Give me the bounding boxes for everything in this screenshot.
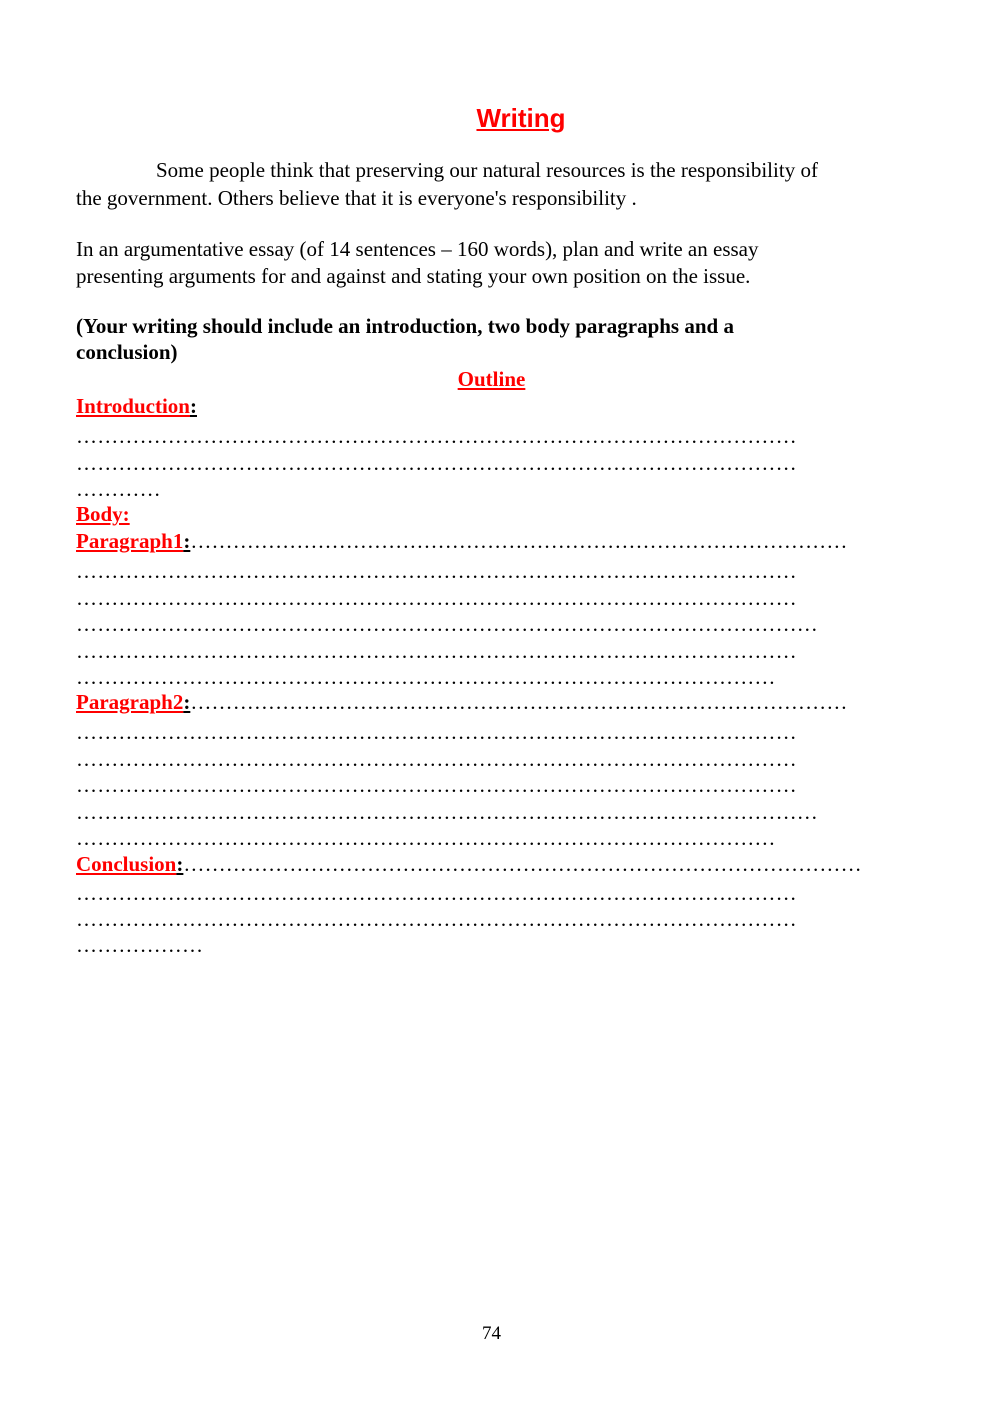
outline-heading: Outline bbox=[457, 367, 526, 391]
conclusion-colon: : bbox=[176, 852, 184, 876]
paragraph2-colon: : bbox=[183, 690, 191, 714]
paragraph1-row bbox=[76, 528, 848, 554]
paragraph2-line-5[interactable]: …………………………………………………………………………………………… bbox=[76, 800, 818, 824]
introduction-line-3[interactable]: ………… bbox=[76, 477, 161, 501]
paragraph2-line-4[interactable]: ………………………………………………………………………………………… bbox=[76, 773, 797, 797]
paragraph1-line-6[interactable]: ……………………………………………………………………………………… bbox=[76, 665, 776, 689]
paragraph1-line-3[interactable]: ………………………………………………………………………………………… bbox=[76, 586, 797, 610]
paragraph1-line-4[interactable]: …………………………………………………………………………………………… bbox=[76, 612, 818, 636]
conclusion-label: Conclusion bbox=[76, 852, 177, 876]
introduction-line-1[interactable]: ………………………………………………………………………………………… bbox=[76, 424, 797, 448]
paragraph2-line-3[interactable]: ………………………………………………………………………………………… bbox=[76, 747, 797, 771]
conclusion-line-4[interactable]: ……………… bbox=[76, 933, 204, 957]
note-line-2: conclusion) bbox=[76, 340, 178, 364]
note-line-1: (Your writing should include an introduction, two body paragraphs and a bbox=[76, 314, 734, 338]
paragraph2-line-6[interactable]: ……………………………………………………………………………………… bbox=[76, 826, 776, 850]
conclusion-line-1[interactable]: …………………………………………………………………………………… bbox=[183, 852, 862, 876]
paragraph1-colon: : bbox=[183, 529, 191, 553]
paragraph1-line-2[interactable]: ………………………………………………………………………………………… bbox=[76, 559, 797, 583]
paragraph2-line-1[interactable]: ………………………………………………………………………………… bbox=[190, 690, 848, 714]
paragraph2-row bbox=[76, 689, 848, 715]
paragraph1-label: Paragraph1 bbox=[76, 529, 184, 553]
page-title: Writing bbox=[476, 103, 566, 133]
conclusion-line-2[interactable]: ………………………………………………………………………………………… bbox=[76, 881, 797, 905]
conclusion-line-3[interactable]: ………………………………………………………………………………………… bbox=[76, 907, 797, 931]
task-line-2: presenting arguments for and against and stating your own position on the issue. bbox=[76, 264, 751, 288]
prompt-line-1: Some people think that preserving our natural resources is the responsibility of bbox=[156, 158, 818, 182]
introduction-colon: : bbox=[189, 394, 197, 418]
introduction-label-text: Introduction bbox=[76, 394, 190, 418]
paragraph1-line-5[interactable]: ………………………………………………………………………………………… bbox=[76, 639, 797, 663]
task-line-1: In an argumentative essay (of 14 sentences – 160 words), plan and write an essay bbox=[76, 237, 759, 261]
paragraph2-line-2[interactable]: ………………………………………………………………………………………… bbox=[76, 720, 797, 744]
paragraph1-line-1[interactable]: ………………………………………………………………………………… bbox=[190, 529, 848, 553]
paragraph2-label: Paragraph2 bbox=[76, 690, 184, 714]
body-label: Body: bbox=[76, 502, 130, 526]
prompt-line-2: the government. Others believe that it is everyone's responsibility . bbox=[76, 186, 637, 210]
conclusion-row bbox=[76, 851, 862, 877]
introduction-label bbox=[76, 393, 197, 419]
page-number: 74 bbox=[482, 1323, 501, 1344]
introduction-line-2[interactable]: ………………………………………………………………………………………… bbox=[76, 451, 797, 475]
